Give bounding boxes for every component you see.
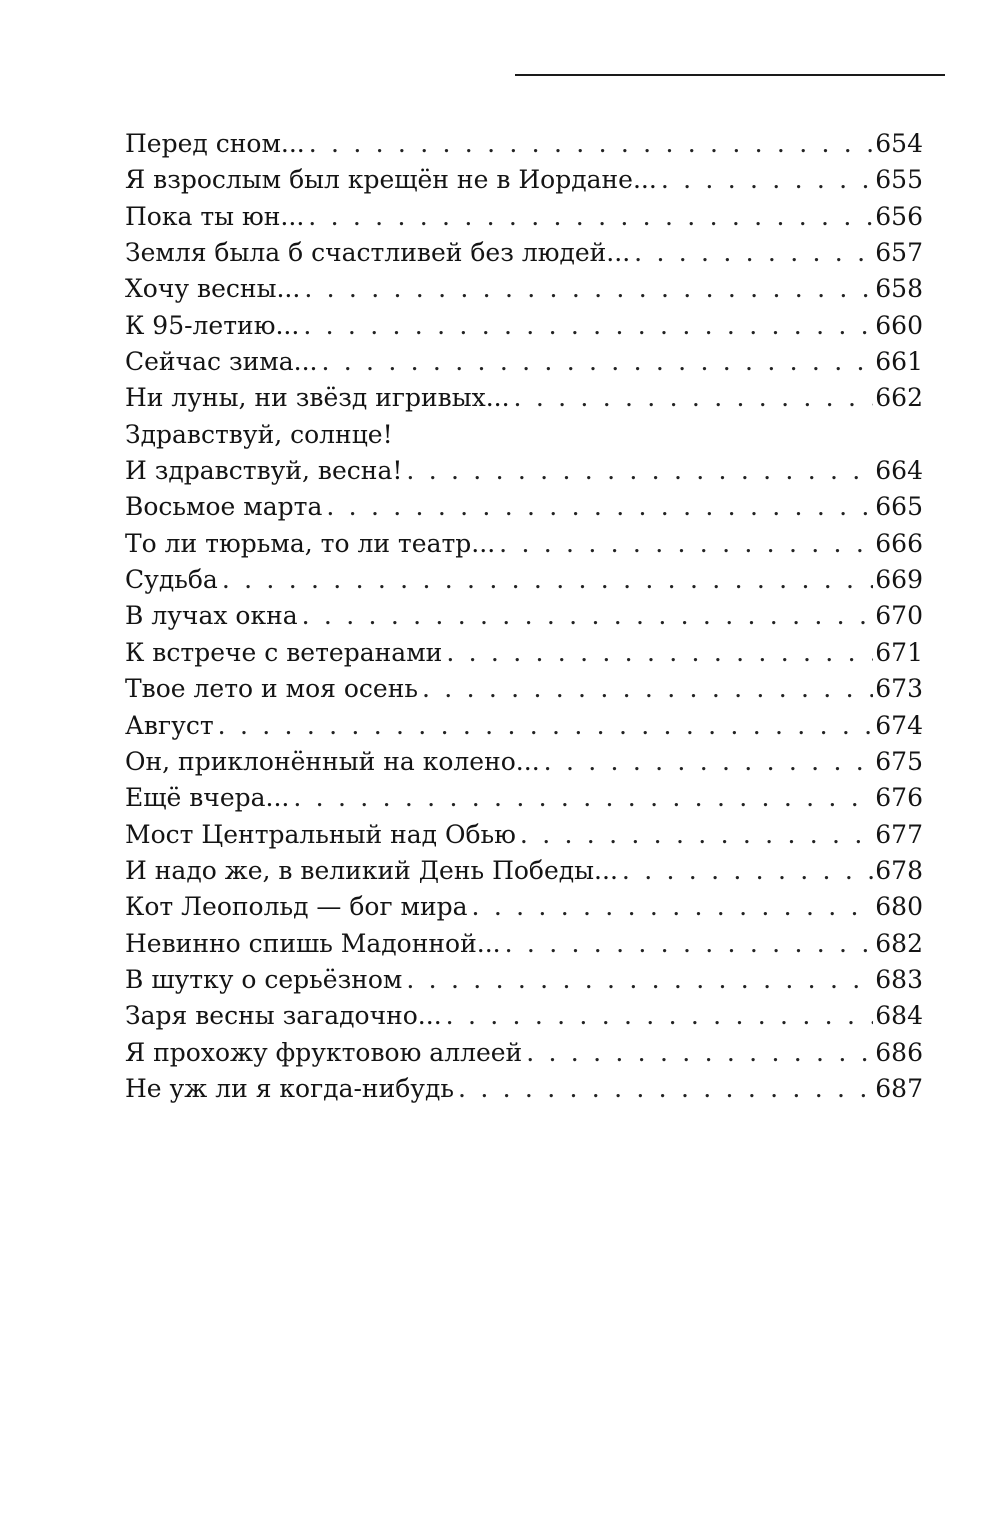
toc-entry-title: И надо же, в великий День Победы...: [125, 855, 618, 885]
toc-entry-title: В лучах окна: [125, 601, 298, 631]
dot-leader: [406, 962, 873, 998]
dot-leader: [302, 598, 874, 634]
toc-entry-page-number: 678: [875, 855, 923, 885]
toc-entry: [125, 962, 923, 998]
dot-leader: [514, 380, 874, 416]
toc-entry-title: Пока ты юн...: [125, 201, 305, 231]
toc-entry-title: Невинно спишь Мадонной...: [125, 928, 501, 958]
toc-entry: [125, 780, 923, 816]
toc-entry-page-number: 661: [875, 347, 923, 377]
dot-leader: [472, 889, 874, 925]
toc-entry: [125, 308, 923, 344]
toc-entry-page-number: 658: [875, 274, 923, 304]
toc-entry-page-number: 664: [875, 456, 923, 486]
toc-entry-title: Восьмое марта: [125, 492, 323, 522]
dot-leader: [309, 126, 874, 162]
dot-leader: [446, 635, 873, 671]
dot-leader: [446, 998, 874, 1034]
table-of-contents: [125, 126, 923, 1107]
toc-entry: [125, 598, 923, 634]
toc-entry-page-number: 682: [875, 928, 923, 958]
toc-entry-title: Твое лето и моя осень: [125, 674, 418, 704]
toc-entry-page-number: 669: [875, 565, 923, 595]
dot-leader: [326, 489, 873, 525]
toc-entry-page-number: 683: [875, 964, 923, 994]
toc-entry-page-number: 675: [875, 746, 923, 776]
dot-leader: [293, 780, 873, 816]
toc-entry-title: Судьба: [125, 565, 218, 595]
toc-entry-title: Здравствуй, солнце!: [125, 419, 393, 449]
dot-leader: [505, 926, 874, 962]
toc-entry: [125, 817, 923, 853]
toc-entry: [125, 635, 923, 671]
toc-entry-page-number: 680: [875, 892, 923, 922]
toc-entry-page-number: 654: [875, 129, 923, 158]
toc-entry-page-number: 670: [875, 601, 923, 631]
toc-entry-title: Он, приклонённый на колено...: [125, 746, 540, 776]
dot-leader: [520, 817, 873, 853]
dot-leader: [422, 671, 873, 707]
toc-entry-page-number: 687: [875, 1073, 923, 1103]
toc-entry-page-number: 657: [875, 238, 923, 268]
toc-entry: [125, 562, 923, 598]
toc-entry-title: Ни луны, ни звёзд игривых...: [125, 383, 510, 413]
toc-entry-page-number: 656: [875, 201, 923, 231]
toc-entry-title: Я прохожу фруктовою аллеей: [125, 1037, 523, 1067]
dot-leader: [222, 562, 873, 598]
toc-entry: [125, 526, 923, 562]
toc-entry-title: К встрече с ветеранами: [125, 637, 443, 667]
toc-entry-page-number: 660: [875, 310, 923, 340]
toc-entry: [125, 380, 923, 416]
toc-entry: [125, 453, 923, 489]
toc-entry-title: Мост Центральный над Обью: [125, 819, 516, 849]
dot-leader: [499, 526, 873, 562]
toc-entry-title: Земля была б счастливей без людей...: [125, 238, 631, 268]
toc-entry-title: То ли тюрьма, то ли театр...: [125, 528, 496, 558]
toc-entry-title: И здравствуй, весна!: [125, 456, 403, 486]
toc-entry-title: Заря весны загадочно...: [125, 1001, 442, 1031]
toc-entry-page-number: 676: [875, 783, 923, 813]
toc-entry-page-number: 686: [875, 1037, 923, 1067]
toc-entry-title: К 95-летию...: [125, 310, 300, 340]
toc-entry-title: Я взрослым был крещён не в Иордане...: [125, 165, 657, 195]
toc-entry: [125, 708, 923, 744]
header-rule: [515, 74, 945, 76]
dot-leader: [308, 199, 873, 235]
toc-entry: [125, 853, 923, 889]
toc-entry-title: Кот Леопольд — бог мира: [125, 892, 468, 922]
toc-entry-title: Не уж ли я когда-нибудь: [125, 1073, 455, 1103]
toc-entry: [125, 489, 923, 525]
dot-leader: [304, 271, 873, 307]
toc-entry: [125, 671, 923, 707]
toc-entry-page-number: 677: [875, 819, 923, 849]
toc-entry-title: Хочу весны...: [125, 274, 301, 304]
toc-entry: [125, 1071, 923, 1107]
toc-entry-title: Август: [125, 710, 214, 740]
toc-entry-page-number: 684: [875, 1001, 923, 1031]
toc-entry-title: Ещё вчера...: [125, 783, 290, 813]
toc-entry: [125, 126, 923, 162]
toc-entry-page-number: 673: [875, 674, 923, 704]
toc-entry: [125, 235, 923, 271]
toc-entry-page-number: 666: [875, 528, 923, 558]
dot-leader: [458, 1071, 873, 1107]
dot-leader: [303, 308, 873, 344]
dot-leader: [622, 853, 873, 889]
toc-entry: [125, 162, 923, 198]
toc-entry: [125, 199, 923, 235]
toc-entry: [125, 271, 923, 307]
toc-entry-page-number: 671: [875, 637, 923, 667]
toc-entry: [125, 889, 923, 925]
toc-entry: [125, 926, 923, 962]
toc-entry-title: Сейчас зима...: [125, 347, 318, 377]
dot-leader: [544, 744, 874, 780]
dot-leader: [321, 344, 873, 380]
dot-leader: [661, 162, 873, 198]
toc-entry-page-number: 662: [875, 383, 923, 413]
toc-entry-page-number: 665: [875, 492, 923, 522]
dot-leader: [406, 453, 873, 489]
toc-entry-page-number: 655: [875, 165, 923, 195]
dot-leader: [526, 1035, 873, 1071]
toc-entry-title: Перед сном...: [125, 129, 305, 158]
toc-entry: [125, 417, 923, 453]
toc-entry: [125, 998, 923, 1034]
toc-entry: [125, 344, 923, 380]
dot-leader: [218, 708, 874, 744]
toc-entry-title: В шутку о серьёзном: [125, 964, 403, 994]
toc-entry: [125, 1035, 923, 1071]
toc-entry: [125, 744, 923, 780]
toc-entry-page-number: 674: [875, 710, 923, 740]
dot-leader: [634, 235, 873, 271]
